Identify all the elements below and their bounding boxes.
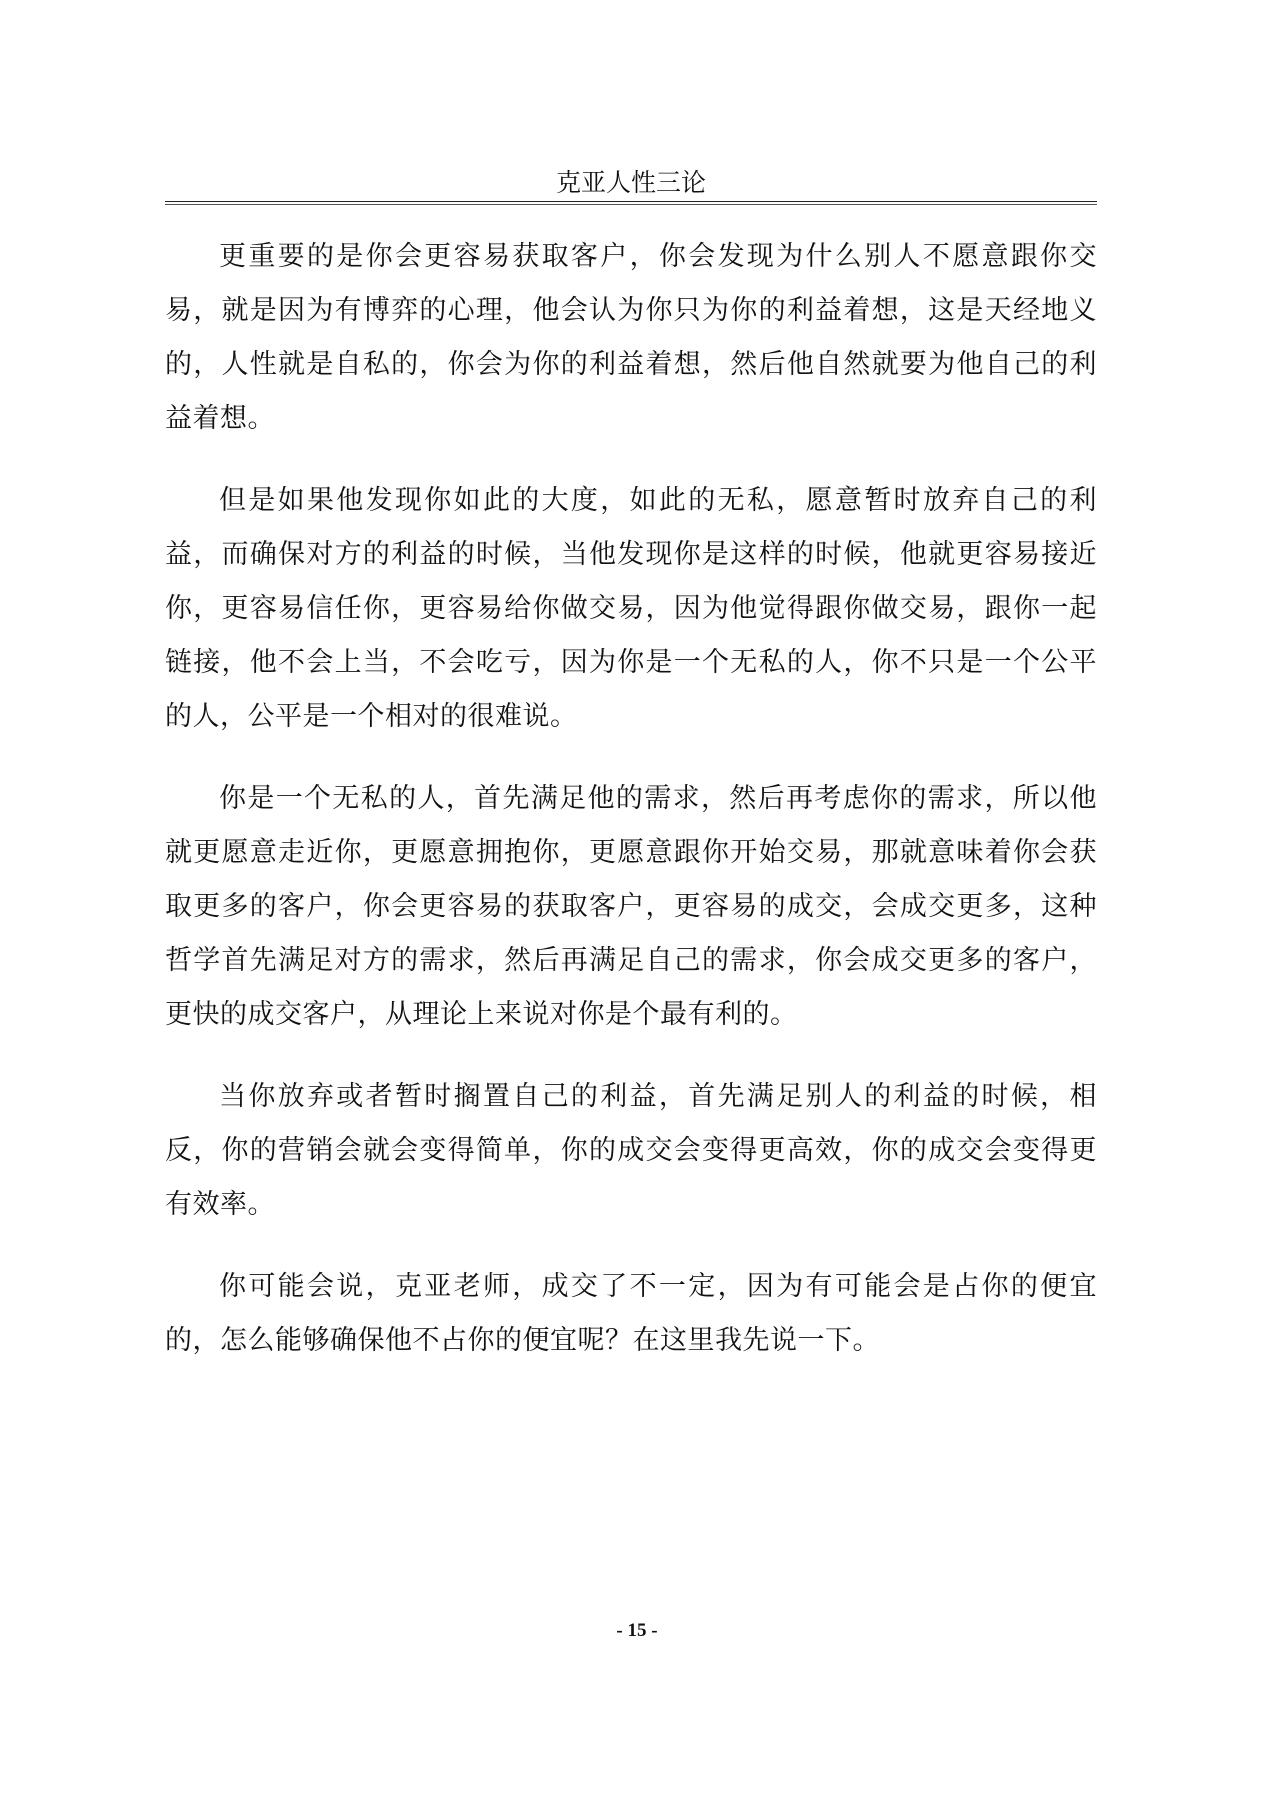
paragraph-5: 你可能会说，克亚老师，成交了不一定，因为有可能会是占你的便宜的，怎么能够确保他不占你的便宜呢？在这里我先说一下。: [165, 1271, 1097, 1356]
page-number: - 15 -: [616, 1620, 658, 1641]
paragraph-3: 你是一个无私的人，首先满足他的需求，然后再考虑你的需求，所以他就更愿意走近你，更愿意拥抱你，更愿意跟你开始交易，那就意味着你会获取更多的客户，你会更容易的获取客户，更容易的成交，会成交更多，这种哲学首先满足对方的需求，然后再满足自己的需求，你会成交更多的客户，更快的成交客户，从理论上来说对你是个最有利的。: [165, 783, 1097, 1030]
paragraph-4: 当你放弃或者暂时搁置自己的利益，首先满足别人的利益的时候，相反，你的营销会就会变得简单，你的成交会变得更高效，你的成交会变得更有效率。: [165, 1081, 1097, 1220]
header-divider: [165, 201, 1097, 202]
header-divider-secondary: [165, 204, 1097, 205]
paragraph-1: 更重要的是你会更容易获取客户，你会发现为什么别人不愿意跟你交易，就是因为有博弈的心理，他会认为你只为你的利益着想，这是天经地义的，人性就是自私的，你会为你的利益着想，然后他自然就要为他自己的利益着想。: [165, 241, 1097, 434]
running-header: 克亚人性三论: [555, 168, 706, 197]
body-text: [165, 230, 1097, 1396]
paragraph-2: 但是如果他发现你如此的大度，如此的无私，愿意暂时放弃自己的利益，而确保对方的利益的时候，当他发现你是这样的时候，他就更容易接近你，更容易信任你，更容易给你做交易，因为他觉得跟你做交易，跟你一起链接，他不会上当，不会吃亏，因为你是一个无私的人，你不只是一个公平的人，公平是一个相对的很难说。: [165, 485, 1097, 732]
